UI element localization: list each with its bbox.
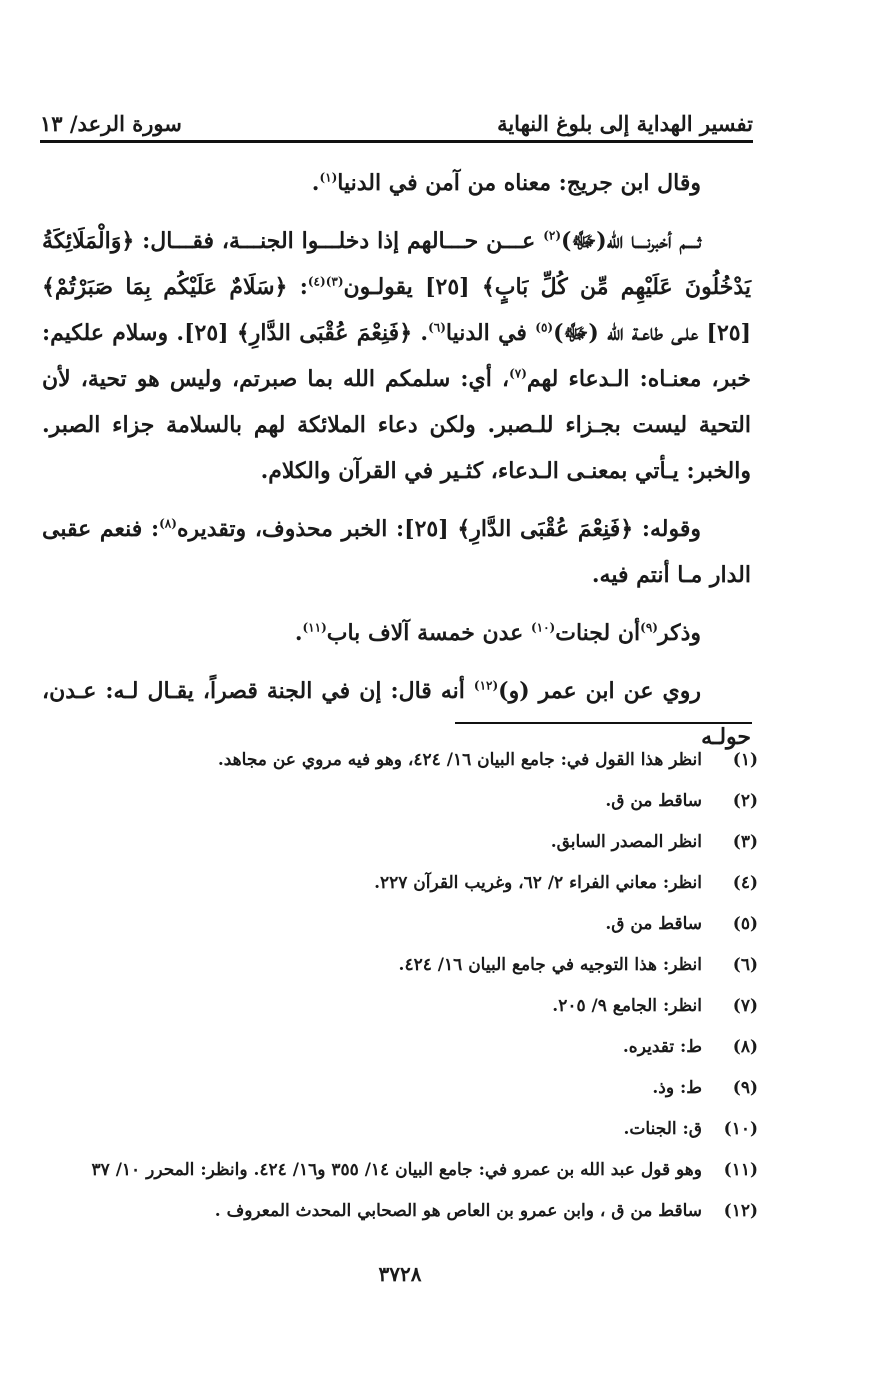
p2-text-1: ثــــم أخبرنــــا الله	[606, 228, 701, 254]
verse-ref-3: [٢٥]	[184, 320, 237, 346]
footnote-text: انظر المصدر السابق.	[550, 832, 702, 852]
footnote-9	[42, 1068, 758, 1109]
running-header	[40, 96, 753, 136]
honorific-2: (ﷻ)	[553, 320, 599, 346]
verse-ref-1: [٢٥]	[412, 274, 482, 300]
paragraph-3	[42, 506, 751, 598]
surah-reference: سورة الرعد/ ١٣	[40, 111, 182, 136]
paragraph-4	[42, 610, 751, 656]
footnote-8	[42, 1027, 758, 1068]
footnote-1	[42, 740, 758, 781]
p2-text-4: :	[287, 274, 308, 300]
footnote-number: (١٠)	[723, 1119, 758, 1139]
p2-text-2: عـــن حـــالهم إذا دخلـــوا الجنـــة، فقـــال:	[134, 228, 544, 254]
footnote-12	[42, 1191, 758, 1232]
footnote-number: (٣)	[732, 832, 758, 852]
p2-text-5: علـى طاعـة الله	[598, 320, 699, 346]
footnote-number: (٤)	[732, 873, 758, 893]
p2-text-3: يقولـون	[343, 274, 413, 300]
footnote-number: (٩)	[732, 1078, 758, 1098]
footnote-ref-3: (٣)	[325, 274, 344, 289]
p3-text-2: : الخبر محذوف، وتقديره	[176, 516, 405, 542]
footnote-4	[42, 863, 758, 904]
paragraph-2	[42, 218, 751, 494]
footnote-11	[42, 1150, 758, 1191]
footnote-number: (١)	[732, 750, 758, 770]
footnote-text: وهو قول عبد الله بن عمرو في: جامع البيان ١٤/ ٣٥٥ و١٦/ ٤٢٤. وانظر: المحرر ١٠/ ٣٧	[91, 1160, 702, 1180]
p2-text-8: . وسلام علكيم: خبر، معنـاه: الـدعاء لهم	[42, 320, 751, 392]
footnote-text: انظر: معاني الفراء ٢/ ٦٢، وغريب القرآن ٢٢٧.	[374, 873, 702, 893]
p4-text-1: وذكر	[657, 620, 701, 646]
footnote-text: انظر: هذا التوجيه في جامع البيان ١٦/ ٤٢٤.	[398, 955, 702, 975]
footnote-text: ساقط من ق.	[605, 914, 702, 934]
footnote-text: ساقط من ق.	[605, 791, 702, 811]
footnote-ref-9: (٩)	[640, 620, 658, 635]
paragraph-1-text: وقال ابن جريج: معناه من آمن في الدنيا	[337, 170, 701, 196]
quran-verse-1: ﴿وَالْمَلَائِكَةُ يَدْخُلُونَ عَلَيْهِم مِّن كُلِّ بَابٍ﴾	[42, 228, 752, 300]
footnote-ref-6: (٦)	[428, 320, 446, 335]
p5-text-1: روي عن ابن عمر (و)	[498, 678, 701, 704]
footnote-2	[42, 781, 758, 822]
p4-text-4: .	[294, 620, 303, 646]
footnote-ref-5: (٥)	[535, 320, 554, 335]
footnote-5	[42, 904, 758, 945]
footnote-ref-1: (١)	[319, 170, 338, 185]
footnote-ref-10: (١٠)	[530, 620, 556, 635]
footnote-ref-2: (٢)	[543, 228, 562, 243]
page-number: ٣٧٢٨	[378, 1262, 422, 1286]
p2-text-7: .	[412, 320, 429, 346]
footnote-number: (٦)	[732, 955, 758, 975]
p3-text-3: : فنعم عقبى الدار مـا أنتم فيه.	[42, 516, 751, 588]
paragraph-1: وقال ابن جريج: معناه من آمن في الدنيا$^{(١)}$.	[311, 170, 701, 196]
footnote-number: (١٢)	[723, 1201, 758, 1221]
footnote-text: ق: الجنات.	[623, 1119, 702, 1139]
header-divider	[40, 140, 753, 143]
p3-text-1: وقوله:	[633, 516, 701, 542]
footnote-ref-4: (٤)	[307, 274, 326, 289]
footnote-number: (٧)	[732, 996, 758, 1016]
footnote-number: (٥)	[732, 914, 758, 934]
quran-verse-3: ﴿فَنِعْمَ عُقْبَى الدَّارِ﴾	[236, 320, 413, 346]
footnote-7	[42, 986, 758, 1027]
footnote-text: ط: وذ.	[652, 1078, 702, 1098]
footnote-number: (٨)	[732, 1037, 758, 1057]
footnote-number: (٢)	[732, 791, 758, 811]
p2-text-6: في الدنيا	[445, 320, 536, 346]
p2-text-9: ، أي: سلمكم الله بما صبرتم، وليس هو تحية، لأن التحية ليست بجـزاء للـصبر. ولكن دعاء الملائكة لهم بالسلامة جزاء الصبر. والخبر: يـأتي بمعنـى الـدعاء، كثـير في القرآن والكلام.	[42, 366, 751, 484]
footnote-text: ط: تقديره.	[622, 1037, 702, 1057]
footnote-ref-11: (١١)	[302, 620, 327, 635]
p4-text-2: أن لجنات	[555, 620, 641, 646]
footnote-text: انظر هذا القول في: جامع البيان ١٦/ ٤٢٤، وهو فيه مروي عن مجاهد.	[217, 750, 702, 770]
p4-text-3: عدن خمسة آلاف باب	[326, 620, 531, 646]
footnote-ref-7: (٧)	[509, 366, 527, 381]
footnote-6	[42, 945, 758, 986]
p5-text-2: أنه قال: إن في الجنة قصراً، يقـال لـه: عـدن، حولـه	[42, 678, 751, 750]
verse-ref-2: [٢٥]	[698, 320, 752, 346]
verse-ref-4: [٢٥]	[404, 516, 458, 542]
footnote-text: انظر: الجامع ٩/ ٢٠٥.	[552, 996, 702, 1016]
main-text	[42, 160, 751, 772]
honorific-1: (ﷻ)	[561, 228, 607, 254]
footnote-number: (١١)	[723, 1160, 758, 1180]
footnote-ref-8: (٨)	[159, 516, 177, 531]
book-title: تفسير الهداية إلى بلوغ النهاية	[497, 111, 753, 136]
footnote-text: ساقط من ق ، وابن عمرو بن العاص هو الصحابي المحدث المعروف .	[214, 1201, 702, 1221]
footnotes	[42, 740, 758, 1232]
quran-verse-4: ﴿فَنِعْمَ عُقْبَى الدَّارِ﴾	[457, 516, 634, 542]
quran-verse-2: ﴿سَلَامٌ عَلَيْكُم بِمَا صَبَرْتُمْ﴾	[42, 274, 288, 300]
footnote-divider	[455, 722, 752, 724]
footnote-ref-12: (١٢)	[473, 678, 499, 693]
footnote-3	[42, 822, 758, 863]
footnote-10	[42, 1109, 758, 1150]
